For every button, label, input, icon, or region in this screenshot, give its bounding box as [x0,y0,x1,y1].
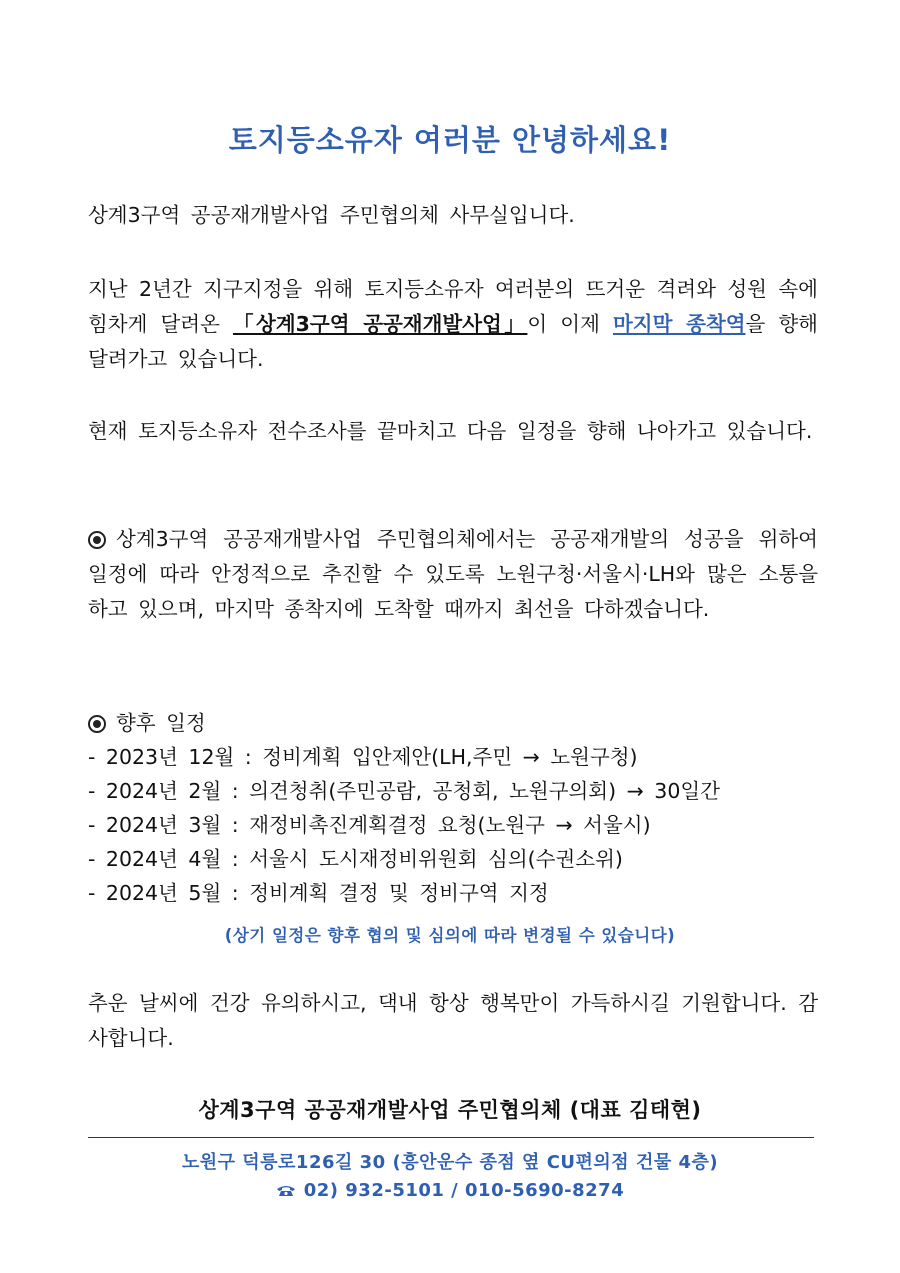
schedule-heading-text: 향후 일정 [116,711,206,735]
schedule-heading [88,706,818,740]
schedule-item: - 2024년 3월 : 재정비촉진계획결정 요청(노원구 → 서울시) [88,813,651,837]
schedule-item: - 2023년 12월 : 정비계획 입안제안(LH,주민 → 노원구청) [88,745,638,769]
circled-dot-icon [88,715,106,733]
phone-numbers: 02) 932-5101 / 010-5690-8274 [303,1180,625,1201]
organization-name: 상계3구역 공공재개발사업 주민협의체 (대표 김태현) [198,1098,702,1122]
progress-text-3: 을 향해 달려가고 있습니다. [88,312,818,371]
survey-paragraph: 현재 토지등소유자 전수조사를 끝마치고 다음 일정을 향해 나아가고 있습니다. [88,419,813,443]
commitment-paragraph [88,522,818,627]
page-title: 토지등소유자 여러분 안녕하세요! [228,123,672,157]
commitment-text: 상계3구역 공공재개발사업 주민협의체에서는 공공재개발의 성공을 위하여 일정에 따라 안정적으로 추진할 수 있도록 노원구청·서울시·LH와 많은 소통을 하고 있으며, 마지막 종착지에 도착할 때까지 최선을 다하겠습니다. [88,527,818,621]
schedule-item: - 2024년 5월 : 정비계획 결정 및 정비구역 지정 [88,881,549,905]
progress-text-1: 지난 2년간 지구지정을 위해 토지등소유자 여러분의 뜨거운 격려와 성원 속에 힘차게 달려온 [88,277,818,336]
project-name: 「상계3구역 공공재개발사업」 [232,312,528,336]
progress-paragraph [88,272,818,377]
schedule-note: (상기 일정은 향후 협의 및 심의에 따라 변경될 수 있습니다) [224,926,676,945]
telephone-icon [276,1184,296,1197]
schedule-item: - 2024년 4월 : 서울시 도시재정비위원회 심의(수권소위) [88,847,623,871]
footer-phone [0,1180,900,1201]
schedule-section [88,706,818,910]
footer-divider [88,1137,814,1138]
schedule-item: - 2024년 2월 : 의견청취(주민공람, 공청회, 노원구의회) → 30일간 [88,779,720,803]
progress-text-2: 이 이제 [527,312,613,336]
closing-paragraph: 추운 날씨에 건강 유의하시고, 댁내 항상 행복만이 가득하시길 기원합니다. 감사합니다. [88,991,818,1050]
circled-dot-icon [88,531,106,549]
intro-paragraph: 상계3구역 공공재개발사업 주민협의체 사무실입니다. [88,203,575,227]
footer-address: 노원구 덕릉로126길 30 (흥안운수 종점 옆 CU편의점 건물 4층) [181,1152,719,1173]
final-destination-highlight: 마지막 종착역 [612,312,746,336]
